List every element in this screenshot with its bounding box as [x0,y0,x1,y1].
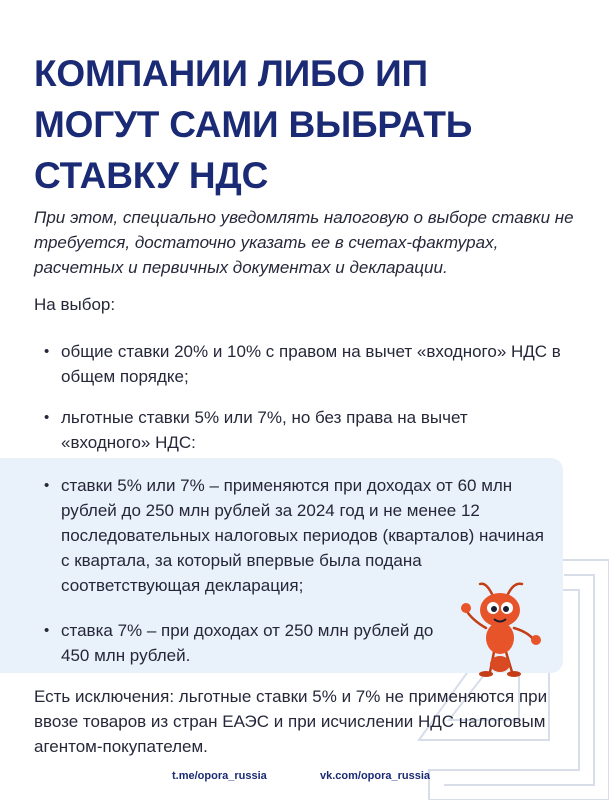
list-item-rate-7-condition: • ставка 7% – при доходах от 250 млн рублей до 450 млн рублей. [44,618,461,668]
exceptions-note: Есть исключения: льготные ставки 5% и 7% не применяются при ввозе товаров из стран ЕАЭС и при исчислении НДС налоговым агентом-покупателем. [34,687,548,756]
vk-link[interactable]: vk.com/opora_russia [320,770,431,782]
ant-mascot-illustration [456,580,546,680]
title-line-3: СТАВКУ НДС [34,155,269,196]
page-title [34,48,574,201]
intro-text: При этом, специально уведомлять налоговую о выборе ставки не требуется, достаточно указать ее в счетах-фактурах, расчетных и первичных документах и декларации. [34,208,574,277]
title-line-2: МОГУТ САМИ ВЫБРАТЬ [34,104,473,145]
list-item-reduced-rates: • льготные ставки 5% или 7%, но без права на вычет «входного» НДС: [44,405,531,455]
choice-label: На выбор: [34,295,116,314]
telegram-link[interactable]: t.me/opora_russia [172,770,267,782]
list-item-general-rates: • общие ставки 20% и 10% с правом на вычет «входного» НДС в общем порядке; [44,339,571,389]
title-line-1: КОМПАНИИ ЛИБО ИП [34,53,428,94]
list-item-rates-5-7-condition: • ставки 5% или 7% – применяются при доходах от 60 млн рублей до 250 млн рублей за 2024 год и не менее 12 последовательных налоговых периодов (кварталов) начиная с квартала, за который впервые была подана соответствующая декларация; [44,473,551,598]
